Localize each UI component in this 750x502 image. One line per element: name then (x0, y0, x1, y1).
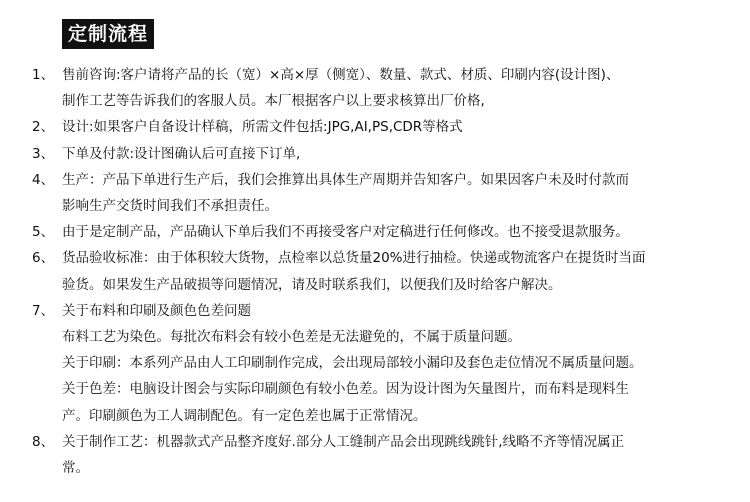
list-item-4 (32, 167, 732, 219)
item-number: 3、 (32, 145, 55, 162)
item-text-line: 产。印刷颜色为工人调制配色。有一定色差也属于正常情况。 (62, 407, 427, 424)
item-text-line: 关于布料和印刷及颜色色差问题 (62, 302, 251, 319)
item-number: 2、 (32, 119, 55, 136)
item-text-line: 关于印刷：本系列产品由人工印刷制作完成，会出现局部较小漏印及套色走位情况不属质量问题。 (62, 355, 643, 372)
page-title: 定制流程 (62, 19, 154, 49)
item-number: 7、 (32, 302, 55, 319)
list-item-6 (32, 245, 732, 297)
list-item-8 (32, 429, 732, 481)
list-item-1 (32, 62, 732, 114)
item-number: 6、 (32, 250, 55, 267)
process-list (32, 62, 732, 481)
item-text-line: 影响生产交货时间我们不承担责任。 (62, 198, 278, 215)
item-text-line: 设计:如果客户自备设计样稿，所需文件包括:JPG,AI,PS,CDR等格式 (62, 119, 463, 136)
item-text-line: 常。 (62, 460, 89, 477)
item-text-line: 货品验收标准：由于体积较大货物，点检率以总货量20%进行抽检。快递或物流客户在提货时当面 (62, 250, 646, 267)
list-item-2 (32, 114, 732, 140)
item-text-line: 生产：产品下单进行生产后，我们会推算出具体生产周期并告知客户。如果因客户未及时付款而 (62, 171, 629, 188)
item-text-line: 验货。如果发生产品破损等问题情况，请及时联系我们，以便我们及时给客户解决。 (62, 276, 562, 293)
item-text-line: 下单及付款:设计图确认后可直接下订单, (62, 145, 301, 162)
item-text-line: 由于是定制产品，产品确认下单后我们不再接受客户对定稿进行任何修改。也不接受退款服务。 (62, 224, 629, 241)
list-item-3 (32, 141, 732, 167)
item-text-line: 制作工艺等告诉我们的客服人员。本厂根据客户以上要求核算出厂价格, (62, 93, 485, 110)
list-item-5 (32, 219, 732, 245)
item-text-line: 关于色差：电脑设计图会与实际印刷颜色有较小色差。因为设计图为矢量图片，而布料是现料生 (62, 381, 629, 398)
list-item-7 (32, 298, 732, 429)
item-number: 5、 (32, 224, 55, 241)
item-number: 1、 (32, 67, 55, 83)
item-text-line: 关于制作工艺：机器款式产品整齐度好.部分人工缝制产品会出现跳线跳针,线略不齐等情况属正 (62, 433, 625, 450)
item-number: 4、 (32, 171, 55, 188)
item-text-line: 售前咨询:客户请将产品的长（宽）×高×厚（侧宽）、数量、款式、材质、印刷内容(设计图)、 (62, 67, 620, 83)
item-text-line: 布料工艺为染色。每批次布料会有较小色差是无法避免的，不属于质量问题。 (62, 329, 521, 346)
item-number: 8、 (32, 433, 55, 450)
